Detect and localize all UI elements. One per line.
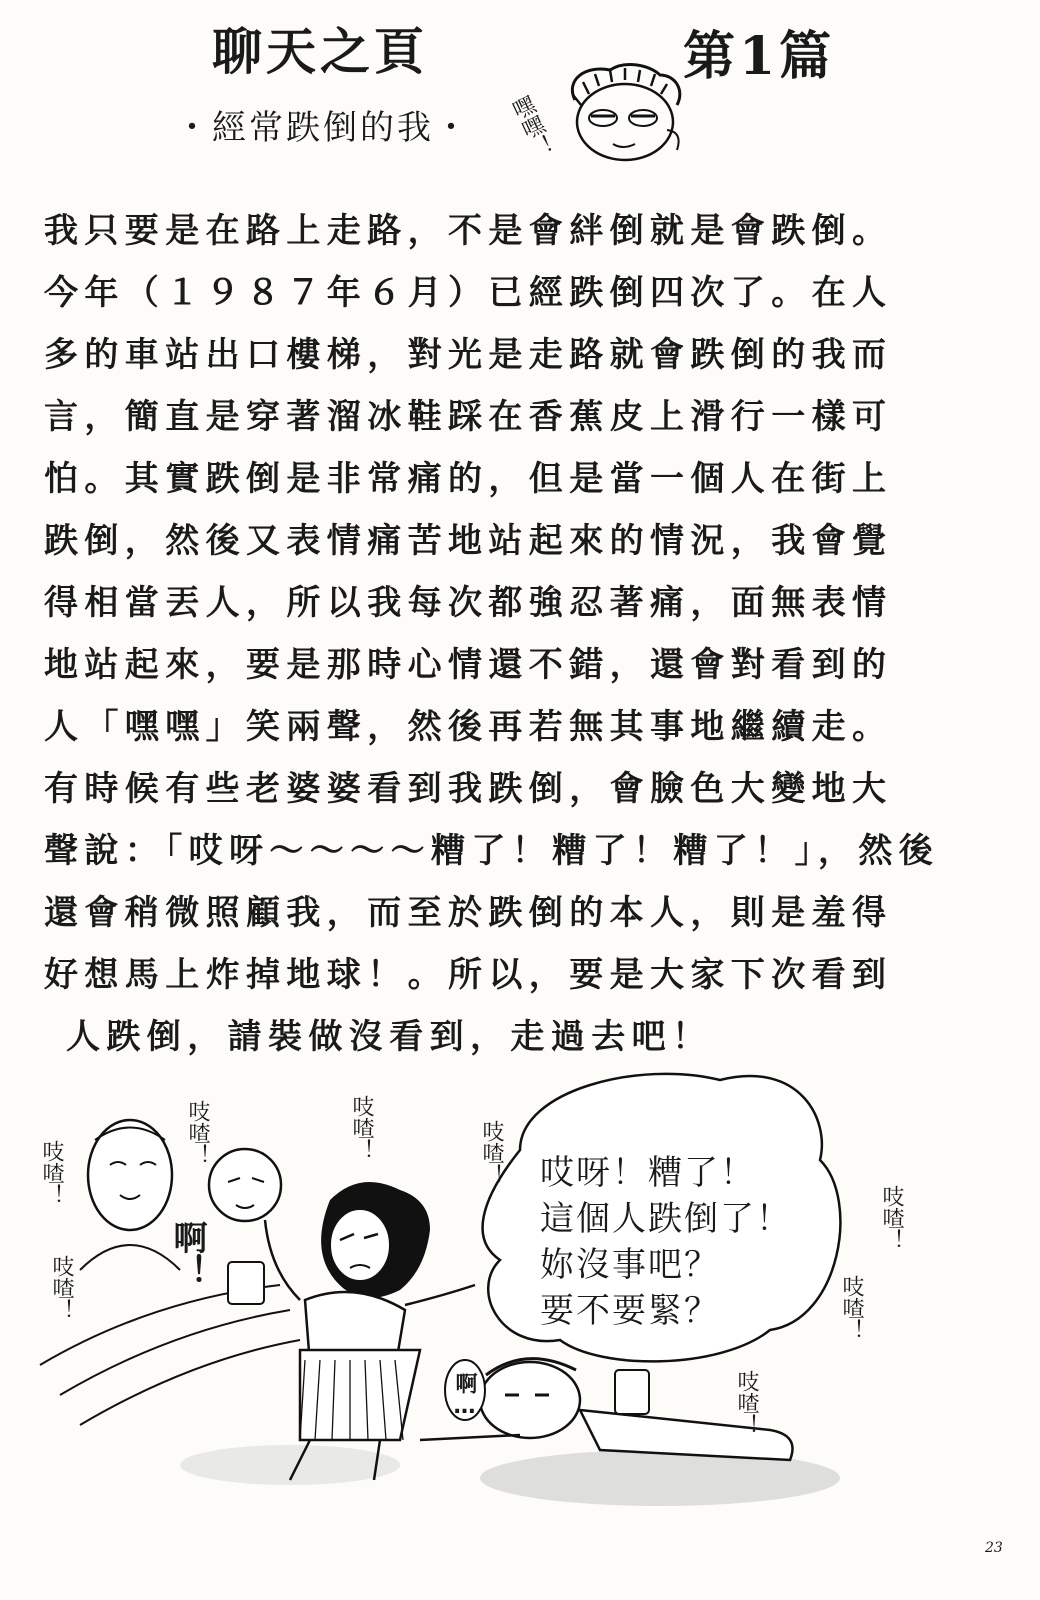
essay-line: 言，簡直是穿著溜冰鞋踩在香蕉皮上滑行一樣可 (44, 397, 893, 437)
page-title: 聊天之頁 (212, 22, 428, 81)
essay-line: 今年（１９８７年６月）已經跌倒四次了。在人 (44, 273, 893, 313)
essay-line: 好想馬上炸掉地球！。所以，要是大家下次看到 (44, 955, 893, 995)
chatter-sfx: 吱喳！ (479, 1120, 504, 1186)
essay-line: 有時候有些老婆婆看到我跌倒，會臉色大變地大 (44, 769, 893, 809)
chatter-sfx: 吱喳！ (734, 1370, 759, 1436)
essay-line: 地站起來，要是那時心情還不錯，還會對看到的 (44, 645, 893, 685)
author-face-illustration (555, 60, 695, 170)
speech-line: 妳沒事吧？ (540, 1245, 720, 1285)
speech-line: 哎呀！糟了！ (540, 1153, 756, 1193)
essay-line: 怕。其實跌倒是非常痛的，但是當一個人在街上 (44, 459, 893, 499)
essay-line: 還會稍微照顧我，而至於跌倒的本人，則是羞得 (44, 893, 893, 933)
essay-line: 得相當丟人，所以我每次都強忍著痛，面無表情 (44, 583, 893, 623)
chatter-sfx: 吱喳！ (839, 1275, 864, 1341)
chatter-sfx: 吱喳！ (349, 1095, 374, 1161)
essay-line: 聲說：「哎呀～～～～糟了！糟了！糟了！」，然後 (44, 831, 940, 871)
essay-line: 人跌倒，請裝做沒看到，走過去吧！ (66, 1017, 713, 1057)
shout-sfx: 啊！ (167, 1220, 207, 1288)
falling-scene-illustration (0, 1040, 1040, 1560)
subtitle: ・經常跌倒的我・ (175, 108, 471, 148)
chapter-label: 第1篇 (683, 26, 836, 87)
essay-body (44, 200, 940, 1068)
essay-line: 多的車站出口樓梯，對光是走路就會跌倒的我而 (44, 335, 893, 375)
essay-line: 人「嘿嘿」笑兩聲，然後再若無其事地繼續走。 (44, 707, 893, 747)
chatter-sfx: 吱喳！ (185, 1100, 210, 1166)
chatter-sfx: 吱喳！ (49, 1255, 74, 1321)
essay-line: 我只要是在路上走路，不是會絆倒就是會跌倒。 (44, 211, 893, 251)
speech-line: 要不要緊？ (540, 1291, 720, 1331)
essay-line: 跌倒，然後又表情痛苦地站起來的情況，我會覺 (44, 521, 893, 561)
page-number: 23 (985, 1540, 1003, 1556)
chatter-sfx: 吱喳！ (39, 1140, 64, 1206)
speech-bubble-text (540, 1150, 792, 1334)
fallen-sfx: 啊… (452, 1372, 477, 1419)
chatter-sfx: 吱喳！ (879, 1185, 904, 1251)
character-sfx: 嘿嘿！ (506, 92, 557, 163)
speech-line: 這個人跌倒了！ (540, 1199, 792, 1239)
